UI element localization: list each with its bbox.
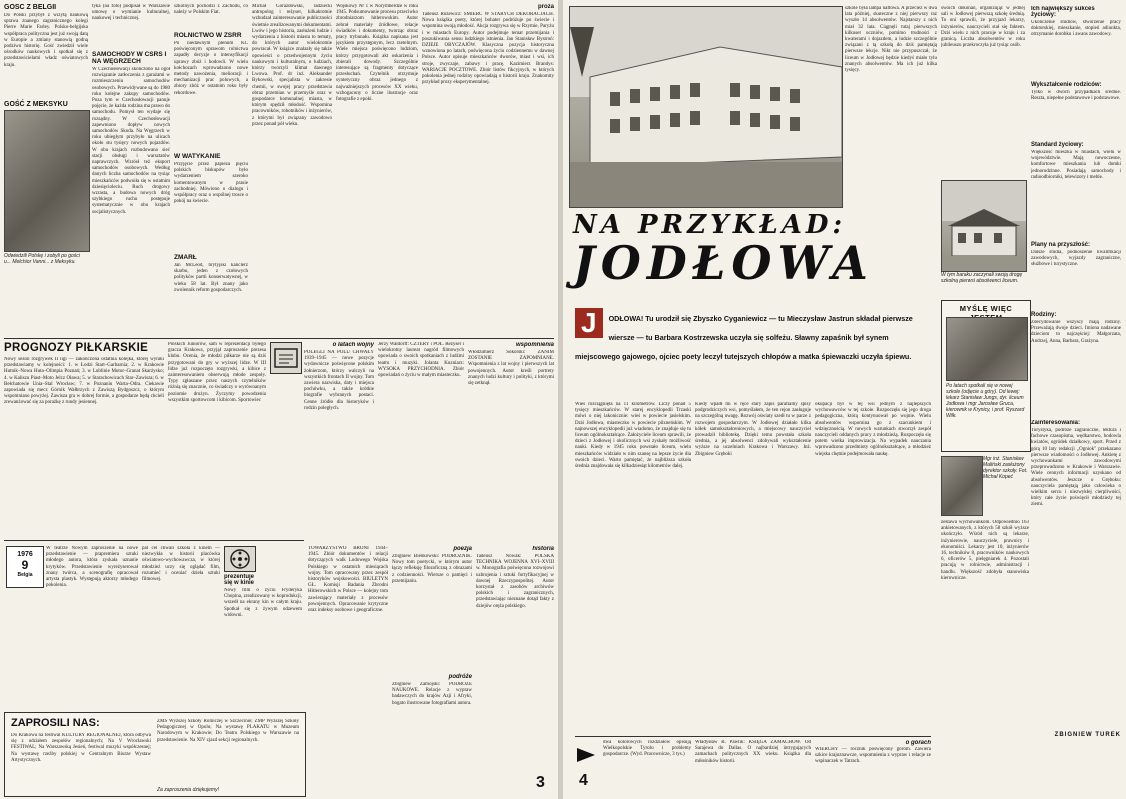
photo-mexico-guest [4,110,90,252]
brief-heading-vatican: W WATYKANIE [174,153,221,160]
article-text-col2: swoich dokonań, organizując w jednej sali w Jodłowej pierwszą szkołę średnią. To oni sprawili, że przyjazd lekarzy, inżynierów, nauczycieli stał się faktem. Dziś wielu z nich pracuje w kraju i za granicą. Liczba absolwentów w roku jubileuszu przekroczyła już tysiąc osób. [941,6,1025,49]
column-text-vatican: Przyjęcie przez papieża pięciu polskich biskupów było wydarzeniem szeroko komentowanym w prasie zachodniej. Mówiono o dialogu i współpracy oraz o wspólnej trosce o pokój na świecie. [174,162,248,205]
column-text-war-books: POLEGLI NA POLU CHWAŁY 1939–1945 — nowe pozycje wydawnicze poświęcone polskim żołnierzom, którzy walczyli na wszystkich frontach II wojny. Tom zawiera nazwiska, daty i miejsca pochówku, a także krótkie biografie wybranych postaci. Cenne źródło dla historyków i rodzin poległych. [304,350,374,411]
column-text-reviews-3: Tadeusz Różewicz: ŚMIERĆ W STARYCH DEKORACJACH. Nowa książka poety, której bohater podróżuje po świecie i wspomina swoją młodość. Akcja rozgrywa się w Rzymie, Paryżu i w miastach Europy. Autor podejmuje temat przemijania i poszukiwania sensu ludzkiego istnienia. Jan Stanisław Bystroń: DZIEJE OBYCZAJÓW. Klasyczna pozycja historyczna wznowiona po latach, poświęcona życiu codziennemu w dawnej Polsce. Autor opisuje mieszkańców dworów, miast i wsi, ich stroje, zwyczaje, zabawy i pracę. Kazimierz Brandys: WARIACJE POCZTOWE. Zbiór listów fikcyjnych, w których pokolenia jednej rodziny opowiadają o historii kraju. Znakomity przykład prozy eksperymentalnej. [422,12,554,86]
sidebar-subhead-families: Rodziny: [1031,312,1057,318]
sidebar-subhead-living: Standard życiowy: [1031,142,1084,148]
article-body-col4: zestawu wychowankom. Odpowiednio 163 ankietowanych, z których 58 szkół wyższe ukończyło. Wśród nich są lekarze, inżynierowie, nauczyciele, prawnicy i ekonomiści. Lekarzy jest 10, inżynierów 16, techników 8, pracowników naukowych 6, oficerów 5, pielęgniarek 4. Pozostali pracują w rolnictwie, administracji i handlu. Większość zdobyła stanowiska kierownicze. [941,520,1029,581]
sidebar-heading: Ich największy sukces życiowy: [1031,6,1095,18]
coupon-icon [270,342,302,374]
column-text-history: Tadeusz Nowak: POLSKA TECHNIKA WOJENNA XVI–XVIII w. Monografia poświęcona rozwojowi uzbrojenia i sztuki fortyfikacyjnej w dawnej Rzeczypospolitej. Autor korzystał z zasobów archiwów polskich i zagranicznych, przedstawiając nieznane dotąd fakty z dziejów oręża polskiego. [476,554,554,609]
sidebar-subhead-interests: Zainteresowania: [1031,420,1081,426]
column-text-cinema: pal cel chwali szkoła z kinem — niezwykła w historii placówka oświatowo-wychowawcza, w której młodzież uczy się oglądać film, rozumieć i oceniać dzieła sztuki filmowej. [142,546,220,583]
subhead-historia: historia [532,546,554,552]
football-title: PROGNOZY PIŁKARSKIE [4,342,149,354]
article-lead: ODŁOWA! Tu urodził się Zbyszko Cyganiewicz — tu Mieczysław Jastrun składał pierwsze wiersze — tu Barbara Kostrzewska uczyła się solfeżu. Sławny zapaśnik był synem miejscowego gajowego, ojciec poety leczył tutejszych chłopów a matka śpiewaczki uczyła śpiewu. [575,314,913,361]
photo-school-building [569,6,843,208]
subhead-mountains: o górach [905,740,931,746]
brief-heading-cars: SAMOCHODY W CSRS I NA WĘGRZECH [92,51,167,65]
subhead-memoirs: wspomnienia [515,342,554,348]
subhead-poezja: poezja [453,546,472,552]
caption-barrack: W tym baraku zaczynali swoją drogę szkolną pierwsi absolwenci liceum. [941,272,1023,284]
brief-heading-died: ZMARŁ [174,254,197,261]
sidebar-text-4: Dalsze studia, podnoszenie kwalifikacji zawodowych, wyjazdy zagraniczne, służbowe i turystyczne. [1031,250,1121,268]
sidebar-text-1: Ukończenie studiów, stworzenie pracy doktorskiej, mieszkanie, stopień adiunkta, otrzymanie dorobku i awans zawodowy. [1031,20,1121,38]
column-text-agriculture: Po niedawnym plenum KC poświęconym sprawom rolnictwa zapadły decyzje o intensyfikacji uprawy zbóż i hodowli. W wielu kołchozach wprowadzono nowe metody nawożenia, melioracji i mechanizacji prac polowych, a zbiory zbóż w ostatnim roku były rekordowe. [174,41,248,96]
invitations-box [4,712,306,797]
subhead-podroze: podróże [448,674,472,680]
subhead-proza: proza [537,4,554,10]
brief-heading-mexico: GOŚĆ Z MEKSYKU [4,101,68,108]
article-text-col1: szkole była lampa naftowa. A przecież w dwa lata później, skuteczne z niej pierwszy raz wyszło 14 absolwentów. Najstarszy z nich miał 32 lata. Ciągnęli tutaj pierwszych kilkuset uczniów, pomimo trudności z kwaterami i dojazdem, a ludzie szczególnie związani z tą szkołą do dziś pamiętają pierwsze lekcje. Nikt nie przypuszczał, że liceum w Jodłowej będzie kiedyś miało tylu znanych absolwentów. Ma ich już kilka tysięcy. [845,6,937,74]
right-page [563,0,1126,799]
photo-meeting [946,317,1028,381]
column-text-cars-intro: tyka (na foto) podpisał w Warszawie umowę o wymianie kulturalnej, naukowej i technicznej. [92,4,170,22]
column-text-poetry: Zbigniew Bieńkowski: PODRÓŻNIK. Nowy tom poetycki, w którym autor łączy refleksję filozoficzną z obrazami z codzienności. Wiersze o pamięci i przemijaniu. [392,554,472,584]
column-text-agri-intro: szkolnych pochodzi z Zachodu, co należy w Polskim Fiat. [174,4,248,16]
cinema-box-line1: prezentuje [224,574,255,580]
bottom-text-2: Władysław B. Pawlik: KSIĘGA ZAMACHÓW. Od Sarajewa do Dallas. O najbardziej intrygujących zamachach politycznych XX wieku. Książka dla miłośników historii. [695,740,811,764]
photo-director-portrait [941,456,983,516]
football-text-1: Nowy sezon rozgrywek II ligi — zakończona ostatnia kolejka, której wyniki przedstawiamy w kolejności: 1. w Łodzi Start–Garbarnia; 2. w Krakowie Hutnik–Nowa Huta–Olimpia Poznań; 3. w Lublinie Motor–Granat Skarżysko; 4. w Kaliszu Piast–Moto Jelcz Oława; 5. w Starachowicach Star–Zawisza; 6. w Bełchatowie Unia–Stal Wrocław; 7. w Poznaniu Warta–Odra. Ciekawie zapowiada się mecz Górnik Wałbrzych z Zawiszą Bydgoszcz, o którym wspomniano powyżej. Zawisza gra w dobrej formie, a gospodarze będą chcieli zrewanżować się za porażkę z rundy jesiennej. [4,357,164,406]
column-text-cinema-2: Nowy film o życiu Fryderyka Chopina, zrealizowany w koprodukcji, wszedł na ekrany kin w całym kraju. Spotkał się z żywym odzewem widowni. [224,588,302,618]
drop-cap: J [575,308,603,338]
think-box-title: MYŚLĘ WIĘC [959,304,1013,313]
column-text-reviews-2: Wojskowy Nr 1 w Norymberdze w roku 1945. Podsumowanie procesu przeciwko zbrodniarzom hitlerowskim. Autor zebrał materiały źródłowe, relacje świadków i dokumenty, tworząc obraz pracy trybunału. Książka napisana jest językiem przystępnym, lecz rzetelnym. Wiele miejsca poświęcono ludziom, którzy przygotowali akt oskarżenia i zbierali dowody. Szczególnie interesujące są fragmenty dotyczące przesłuchań. Czytelnik otrzymuje syntetyczny obraz jednego z najważniejszych procesów XX wieku, wzbogacony o liczne ilustracje oraz fotografie z epoki. [336,4,418,103]
photo-old-barrack [941,180,1027,272]
divider-bottom [575,736,931,737]
column-text-died: Jan McLeod, brytyjski kanclerz skarbu, jeden z czołowych polityków partii konserwatywnej, w wieku 58 lat. Był znany jako zwolennik reform gospodarczych. [174,263,248,293]
article-body-col1: Wieś rozciągnięta na 11 kilometrów. Liczy ponad 5 tysięcy mieszkańców. W starej encyklopedii Trzaski mówi o niej lakonicznie: wieś w powiecie jasielskim. Dziś Jodłowa, miasteczko w powiecie pilzneńskim. W najnowszej encyklopedii już wiadomo, że znajduje się tu liceum ogólnokształcące. Założyciele liceum sprawili, że dzieci z Jodłowej i okolicznych wsi zyskały możliwość nauki. Kiedy w 1945 roku powstało liceum, wielu mieszkańców widziało w nim szansę na lepsze życie dla swoich dzieci. Warto pamiętać, że najbliższa szkoła średnia znajdowała się kilkadziesiąt kilometrów dalej. [575,402,691,470]
sidebar-text-2: Tylko w dwóch przypadkach średnie. Reszta, niepełne podstawowe i podstawowe. [1031,90,1121,102]
invitations-text-2: ZMS Wyższej Szkoły Rolniczej w Szczecinie; ZMP Wyższej Szkoły Pedagogicznej w Opolu; Na wystawę PLAKATU w Muzeum Narodowym w Krakowie; Do Teatru Polskiego w Warszawie na przedstawienie. Na XIV zjazd sekcji regionalnych. [157,719,299,743]
sidebar-text-5: Zdecydowanie wszyscy mają rodziny. Przeważają dwoje dzieci. Imiona nadawane dzieciom to najczęściej: Małgorzata, Andrzej, Anna, Barbara, Grażyna. [1031,320,1121,344]
page-number-right: 4 [579,772,588,789]
author-signature: ZBIGNIEW TUREK [1054,732,1121,738]
football-coupon [6,546,44,588]
sidebar-text-3: Większość mieszka w miastach, wielu w województwie. Mają nowoczesne, komfortowe mieszkania lub domki jednorodzinne. Posiadają samochody i radioodbiorniki, telewizory i meble. [1031,150,1121,180]
brief-heading-belgium: GOŚĆ Z BELGII [4,4,57,11]
sidebar-subhead-plans: Plany na przyszłość: [1031,242,1091,248]
caption-meeting: Po latach spotkali się w nowej szkole (odjęcie u góry). Od lewej: lekarz Stanisław Jungs, dyr. liceum Jodłowa i mgr Jarosław Gruca, kierownik w Krynicy, i prof. Ryszard Wilk. [946,383,1025,419]
invitations-footer: Za zaproszenia dziękujemy! [157,787,219,793]
brief-heading-agriculture: ROLNICTWO W ZSRR [174,32,242,39]
belgium-text: Do Polski przybył z wizytą naukową sprawa znanego zagranicznego kolegi Pierre Marie Farley. Polsko-belgijska współpraca polityczna jest już swoją datą w Europie a zmiany stanowią godną podziwu historię. Gość zwiedził wiele ośrodków naukowych i spotkał się z przedstawicielami władz oświatowych kraju. [4,13,88,68]
column-text-reviews-1: Michał Gorazdowski, radziecki antropolog i reżyser, kilkakrotnie wzbudzał zainteresowanie publiczności świetnie zrealizowanymi dokumentami. Lwów i jego historia, zasłużeni ludzie i wydarzenia z historii miasta to tematy, do których autor wielokrotnie powracał. W książce znalazły się także opowieści o przedwojennym życiu naukowym i kulturalnym, o ludziach, którzy tworzyli klimat dawnego Lwowa. Prof. dr inż. Aleksander Bykowski, specjalista w zakresie chemii, w swojej pracy przedstawia obraz przemian w przemyśle oraz w gospodarce komunalnej miasta, w którym spędził młodość. Wspomina pracowników, robotników i inżynierów, z którymi był związany zawodowo przez ponad pół wieku. [252,4,332,127]
caption-director: Mgr inż. Stanisław Maliński zasłużony dyrektor szkoły. Fot. Michał Kopeć [983,456,1028,480]
column-text-theatre: W teatrze Nowym zaproszenie na nowe przedstawienie — prapremiera sztuki młodego autora, która zyskała uznanie krytyków. Przedstawienie wyreżyserował znany twórca, a scenografię opracował artysta plastyk. Występują aktorzy młodego pokolenia. [46,546,138,589]
bottom-text-3: WIERCHY — rocznik poświęcony górom. Zawiera szkice krajoznawcze, wspomnienia z wypraw i relacje ze wspinaczek w Tatrach. [815,747,931,765]
left-page [0,0,558,799]
page-number-left: 3 [536,774,545,791]
bottom-text-1: dwa kolorowych rozdziałów opisują Wielkopolskie Tyrolu i problemy gospodarcze. (Wyd. Pracownicze, 3 tys.) [603,740,691,758]
think-box [941,300,1031,452]
invitations-title: ZAPROSILI NAS: [11,717,100,729]
column-text-reviews-4: Jerzy Waldorff: CZTERY i POŁ. Reżyser i wielokrotny laureat nagród filmowych opowiada o swoich spotkaniach z ludźmi teatru i muzyki. Jolanta Kuzniarz: WYSOKA PRZYCHODNIA. Zbiór opowiadań o życiu w małym miasteczku. [378,342,464,379]
column-text-reviews-6: TOWARZYSTWO BRONI 1944–1945. Zbiór dokumentów i relacji dotyczących walk Ludowego Wojska Polskiego w ostatnich miesiącach wojny. Tom opracowany przez zespół historyków wojskowości. BIULETYN GŁ. Komisji Badania Zbrodni Hitlerowskich w Polsce — kolejny tom zawierający materiały z procesów powojennych. Opracowanie krytyczne oraz indeksy osobowe i geograficzne. [308,546,388,614]
coupon-year: 1976 [17,551,33,558]
column-text-reviews-5: Włodzimierz Sokorski: ZANIM ZOSTANIE ZAPOMNIANE. Wspomnienia z lat wojny i pierwszych lat powojennych. Autor kreśli portrety znanych ludzi kultury i polityki, z którymi się zetknął. [468,350,554,387]
football-text-2: Polskich Juniorów, sam w reprezentacji byłego gracza Krakowa, przyjął zaproszenie prezesa klubu. Ocenia, że młodzi piłkarze nie są dziś przygotowani do gry w wyższej lidze. W III lidze już rozpoczęto rozgrywki, a kibice z zainteresowaniem obserwują młode zespoły. Typy zgłaszane przez naszych czytelników różnią się znacznie, co świadczy o wyrównanym poziomie drużyn. Życzymy powodzenia wszystkim sportowcom i kibicom. Sportowiec [168,342,266,403]
article-body-col3: okupacji był w tej wsi jednym z najlepszych wychowawców w tej szkole. Rozpoczęła się jego droga pedagogiczna, którą kontynuował po wojnie. Wielu absolwentów wspomina go z szacunkiem i wdzięcznością. W nowych warunkach stworzył zespół nauczycieli oddanych pracy z młodzieżą. Rozpoczęła się potem wielka improwizacja. Na wypadek nauczania wprowadzono przedmioty ogólnokształcące, a młodzież wiejska chętnie podejmowała naukę. [815,402,931,457]
headline-line1: NA PRZYKŁAD: [573,210,847,240]
column-text-cars: W Czechosłowacji skończono na ogół rozwiązanie zatłoczenia z garażami w rozmieszczeniu samochodów osobowych. Przewidywane są do 1980 roku kolejne zakupy samochodów. Poza tym w Czechosłowacji panuje pojęcie, że każda rodzina ma prawo do samochodu. Pomysł ten wydaje się rozsądny. W Czechosłowacji zapewniono dopływ nowych samochodów Skoda. Na Węgrzech w roku ubiegłym przybyło na ulicach około stu tysięcy nowych pojazdów. W obu krajach rozbudowano sieć stacji obsługi i warsztatów naprawczych. Wzrósł też eksport samochodów osobowych. Według danych liczba samochodów na tysiąc mieszkańców podwoiła się w ostatnim dziesięcioleciu. Ruch drogowy wzrasta, a budowa nowych dróg szybkiego ruchu postępuje systematycznie w obu krajach socjalistycznych. [92,67,170,215]
invitations-text-1: Do Krakowa na festiwal KULTURY REGIONALNEJ, która odbywa się z udziałem zespołów regionalnych; Na V Wrocławski FESTIWAL; Na Warszawską Jesień, festiwal muzyki współczesnej; Na wystawę rzeźby polskiej w Centralnym Biurze Wystaw Artystycznych. [11,733,151,763]
film-reel-icon [224,546,256,572]
caption-mexico: Odwiedzili Polskę i zobyli po gości u... Melchior Vanni... z Meksyku. [4,253,80,265]
sidebar-subhead-parents: Wykształcenie rodziców: [1031,82,1102,88]
column-text-travel: Zbigniew Zamojski: PODRÓŻE NAUKOWE. Relacje z wypraw badawczych do krajów Azji i Afryki, bogato ilustrowane fotografiami autora. [392,682,472,706]
article-body-col2: Kiedy wpadł mi w ręce stary zapis parafialny spisy podgrodziczych wsi, pomyślałem, że ten rejon zasługuje na szczególną uwagę. Rozwój oświaty szedł tu w parze z rozwojem gospodarczym. W Jodłowej działało kilka kółek samokształceniowych, a miejscowy nauczyciel prowadził bibliotekę. Dzięki temu powstała szkoła średnia, a jej absolwenci zdobywali wykształcenie wyższe na uczelniach Krakowa i Warszawy. Inż. Zbigniew Gręboki [695,402,811,457]
page-corner-arrow-icon [575,744,597,766]
divider-horizontal [4,338,554,339]
sidebar-text-6: Turystyka, podróże zagraniczne, lektura i fachowe czasopisma, wędkarstwo, hodowla kwiatów, ogródek działkowy, sport. Przed z górą 10 laty redakcji „Ogniok" przekazano pierwsze wiadomości o Jodłowej. Ankietę z wychowankami zawodowymi przeprowadzono w Krakowie i Warszawie. Wiele cennych informacji uzyskano od absolwentów. Jeszcze o Gręboku: nauczyciela pamiętają jako człowieka o wielkim sercu i niezwykłej cierpliwości, który całe życie poświęcił młodzieży tej ziemi. [1031,428,1121,508]
divider-horizontal-2 [4,540,304,541]
cinema-box-line2: się w kinie [224,580,255,586]
headline-line2: JODŁOWA [573,236,874,290]
subhead-wars: o latach wojny [332,342,374,348]
coupon-number: 9 [21,558,29,572]
coupon-label: Belgia [17,572,33,578]
